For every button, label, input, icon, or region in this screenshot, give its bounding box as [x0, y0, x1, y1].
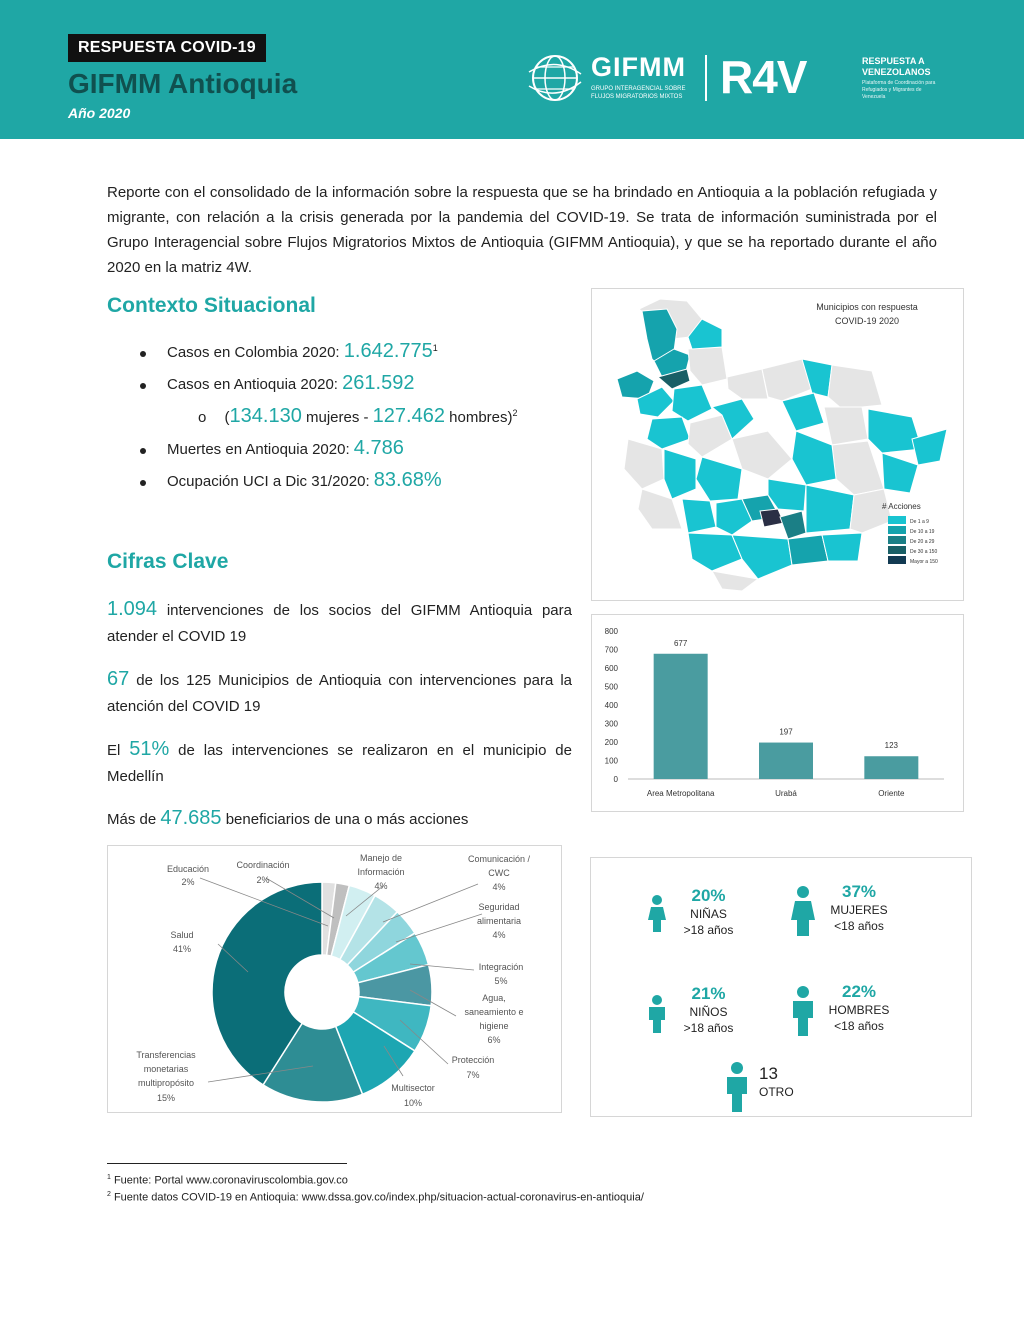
donut-label: Transferencias monetarias multipropósito 15% — [136, 1050, 196, 1103]
antioquia-map — [592, 289, 963, 600]
donut-label: Manejo de Información 4% — [357, 853, 405, 891]
donut-label: Salud 41% — [170, 930, 194, 954]
map-region — [822, 533, 862, 561]
map-legend — [888, 516, 938, 565]
cifra-text: de los 125 Municipios de Antioquia con intervenciones para la atención del COVID 19 — [107, 672, 572, 715]
y-tick-label: 500 — [604, 682, 618, 692]
cifras-title: Cifras Clave — [107, 550, 229, 573]
legend-label: De 1 a 9 — [910, 519, 929, 525]
contexto-title: Contexto Situacional — [107, 294, 316, 317]
cifra-value: 67 — [107, 668, 130, 690]
boy-icon — [649, 995, 665, 1033]
footnote-ref: 1 — [432, 343, 438, 353]
item-value: 4.786 — [353, 437, 404, 459]
map-region — [672, 385, 712, 421]
donut-label: Protección 7% — [451, 1055, 495, 1080]
bar — [759, 743, 813, 779]
demo-label: MUJERES — [830, 903, 888, 917]
footnote-text: Fuente: Portal www.coronaviruscolombia.gov.co — [110, 1174, 348, 1187]
y-tick-label: 600 — [604, 664, 618, 673]
map-region — [732, 535, 792, 579]
map-region — [788, 535, 828, 565]
bullet-icon — [140, 383, 146, 389]
footnote — [107, 1191, 644, 1204]
demo-pct: 22% — [841, 982, 877, 1001]
cifra-prefix: Más de — [107, 811, 161, 828]
footnote — [107, 1174, 348, 1187]
item-label: Casos en Colombia 2020: — [167, 344, 344, 361]
donut-chart — [108, 846, 561, 1112]
cifra-text: intervenciones de los socios del GIFMM Antioquia para atender el COVID 19 — [107, 602, 572, 645]
item-label: Muertes en Antioquia 2020: — [167, 441, 354, 458]
demo-label: NIÑAS — [690, 907, 727, 921]
map-region — [647, 417, 690, 449]
hombres-label: hombres) — [444, 409, 513, 426]
bar-data-label: 197 — [779, 727, 793, 737]
footnote-ref: 2 — [512, 408, 518, 418]
bullet-icon — [140, 351, 146, 357]
donut-label: Coordinación 2% — [236, 860, 290, 885]
hombres-value: 127.462 — [372, 405, 445, 427]
demo-age: <18 años — [834, 1019, 884, 1033]
leader-line — [383, 884, 478, 922]
item-value: 1.642.775 — [343, 340, 433, 362]
map-title-line2: COVID-19 2020 — [834, 316, 900, 326]
demo-label: OTRO — [759, 1085, 794, 1099]
demo-ninas — [681, 886, 736, 938]
sub-marker: o — [198, 409, 207, 426]
y-tick-label: 800 — [604, 627, 618, 636]
person-other-icon — [727, 1062, 747, 1112]
r4v-subtext: Plataforma de Coordinación para Refugiados y Migrantes de Venezuela — [862, 80, 936, 100]
x-tick-label: Urabá — [775, 789, 797, 798]
legend-swatch — [888, 526, 906, 534]
x-tick-label: Area Metropolitana — [646, 789, 715, 798]
bar-chart — [592, 615, 963, 811]
cifra-value: 1.094 — [107, 598, 158, 620]
demo-value: 13 — [759, 1064, 778, 1083]
footnote-num: 1 — [107, 1174, 111, 1181]
page-title: GIFMM Antioquia — [68, 68, 298, 99]
map-legend-title: # Acciones — [882, 502, 921, 511]
map-region — [828, 365, 882, 409]
map-region — [780, 511, 806, 539]
footnote-num: 2 — [107, 1191, 111, 1198]
donut-label: Integración 5% — [478, 962, 524, 986]
legend-swatch — [888, 556, 906, 564]
demo-label: NIÑOS — [689, 1005, 728, 1019]
map-region — [727, 369, 768, 399]
page-year: Año 2020 — [68, 105, 131, 121]
map-region — [882, 453, 918, 493]
legend-swatch — [888, 546, 906, 554]
demo-hombres — [825, 982, 893, 1034]
map-region — [806, 485, 854, 533]
item-label: Ocupación UCI a Dic 31/2020: — [167, 473, 374, 490]
cifra-item — [107, 736, 572, 790]
globe-icon — [527, 52, 583, 104]
cifra-item — [107, 805, 572, 833]
man-icon — [793, 986, 813, 1036]
map-panel — [591, 288, 964, 601]
item-value: 261.592 — [342, 372, 415, 394]
demo-otro — [759, 1064, 794, 1100]
legend-label: Mayor a 150 — [910, 559, 938, 565]
bullet-icon — [140, 448, 146, 454]
demo-pct: 21% — [691, 984, 726, 1003]
cifra-item — [107, 666, 572, 720]
legend-label: De 20 a 29 — [910, 539, 935, 545]
map-region — [824, 407, 868, 445]
item-value: 83.68% — [373, 469, 442, 491]
footnote-text: Fuente datos COVID-19 en Antioquia: www.dssa.gov.co/index.php/situacion-actual-coronavirus-en-antioquia/ — [110, 1191, 644, 1204]
cifra-text: de las intervenciones se realizaron en el municipio de Medellín — [107, 742, 572, 785]
demo-label: HOMBRES — [828, 1003, 890, 1017]
list-item — [140, 437, 404, 460]
cifra-value: 51% — [129, 738, 170, 760]
map-region — [688, 347, 727, 385]
gifmm-logo — [527, 52, 697, 104]
cifra-text: beneficiarios de una o más acciones — [221, 811, 469, 828]
cifra-value: 47.685 — [160, 807, 222, 829]
item-prefix: ( — [224, 409, 230, 426]
legend-swatch — [888, 516, 906, 524]
cifra-prefix: El — [107, 742, 130, 759]
map-region — [696, 457, 742, 501]
gifmm-subtitle: GRUPO INTERAGENCIAL SOBRE FLUJOS MIGRATORIOS MIXTOS — [591, 86, 686, 100]
x-tick-label: Oriente — [878, 789, 905, 798]
legend-swatch — [888, 536, 906, 544]
footnote-divider — [107, 1163, 347, 1164]
donut-label: Multisector 10% — [391, 1083, 435, 1108]
y-tick-label: 400 — [604, 701, 618, 710]
y-tick-label: 100 — [604, 756, 618, 766]
item-label: Casos en Antioquia 2020: — [167, 376, 343, 393]
girl-icon — [648, 895, 666, 932]
bullet-icon — [140, 480, 146, 486]
legend-label: De 10 a 19 — [910, 529, 935, 535]
woman-icon — [791, 886, 815, 936]
list-item — [198, 405, 518, 428]
list-item — [140, 469, 442, 492]
r4v-logo: R4V — [720, 51, 807, 103]
logo-divider — [705, 55, 707, 101]
header-tag: RESPUESTA COVID-19 — [68, 34, 266, 62]
bar — [864, 756, 918, 779]
demo-pct: 37% — [841, 882, 877, 901]
header-banner — [0, 0, 1024, 139]
demo-age: <18 años — [834, 919, 884, 933]
map-region — [850, 489, 892, 533]
legend-label: De 30 a 150 — [910, 549, 938, 555]
intro-paragraph: Reporte con el consolidado de la información sobre la respuesta que se ha brindado en Antioquia a la población refugiada y migrante, con relación a la crisis generada por la pandemia del COVID-19. Se trata de información suministrada por el Grupo Interagencial sobre Flujos Migratorios Mixtos de Antioquia (GIFMM Antioquia), y que se ha reportado durante el año 2020 en la matriz 4W. — [107, 184, 937, 276]
cifra-item — [107, 596, 572, 650]
demo-age: >18 años — [683, 923, 734, 937]
donut-label: Seguridad alimentaria 4% — [476, 902, 522, 940]
map-title-line1: Municipios con respuesta — [816, 302, 918, 312]
y-tick-label: 0 — [613, 775, 618, 784]
mujeres-value: 134.130 — [229, 405, 302, 427]
y-tick-label: 200 — [604, 738, 618, 747]
y-tick-label: 700 — [604, 645, 618, 655]
demographics-panel — [590, 857, 972, 1117]
bar-data-label: 677 — [673, 638, 688, 648]
map-region — [832, 441, 884, 495]
demo-age: >18 años — [683, 1021, 734, 1035]
map-region — [682, 499, 716, 533]
y-tick-label: 300 — [604, 719, 618, 729]
r4v-text: RESPUESTA A VENEZOLANOS — [862, 56, 931, 77]
mujeres-label: mujeres - — [301, 409, 373, 426]
donut-label: Comunicación / CWC 4% — [467, 854, 531, 892]
list-item — [140, 372, 414, 395]
bar — [654, 654, 708, 779]
donut-chart-panel — [107, 845, 562, 1113]
demo-ninos — [681, 984, 736, 1036]
bar-data-label: 123 — [884, 741, 899, 751]
bar-chart-panel — [591, 614, 964, 812]
donut-label: Agua, saneamiento e higiene 6% — [464, 993, 524, 1045]
map-region — [664, 449, 696, 499]
map-region — [792, 431, 836, 485]
donut-label: Educación 2% — [166, 864, 210, 887]
map-region — [712, 571, 758, 591]
demo-mujeres — [825, 882, 893, 934]
list-item — [140, 340, 438, 363]
gifmm-wordmark: GIFMM — [591, 52, 686, 82]
demo-pct: 20% — [691, 886, 726, 905]
